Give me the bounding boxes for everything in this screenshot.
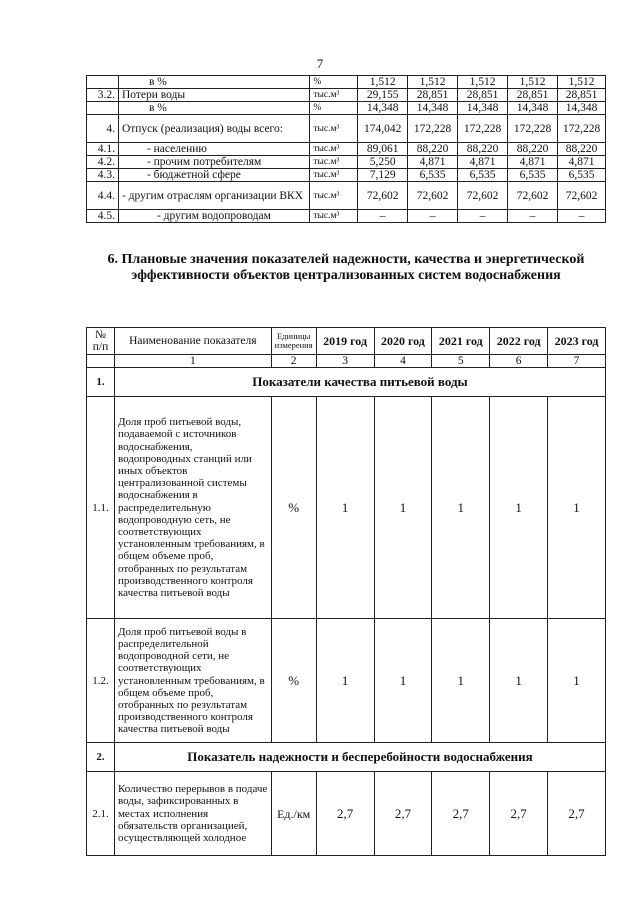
row-name: - другим отраслям организации ВКХ xyxy=(118,182,309,210)
section-num: 2. xyxy=(87,743,115,772)
index-cell: 7 xyxy=(548,355,606,368)
row-num: 4.5. xyxy=(87,210,119,223)
row-value: 6,535 xyxy=(558,169,606,182)
index-cell: 5 xyxy=(432,355,490,368)
row-value: 14,348 xyxy=(558,102,606,115)
row-num: 1.2. xyxy=(87,619,115,743)
row-name: - населению xyxy=(118,143,309,156)
row-value: 1,512 xyxy=(408,76,458,89)
row-name: - прочим потребителям xyxy=(118,156,309,169)
table-row xyxy=(87,89,606,102)
row-num: 4.3. xyxy=(87,169,119,182)
index-cell xyxy=(87,355,115,368)
index-cell: 2 xyxy=(271,355,316,368)
row-unit: тыс.м³ xyxy=(310,169,358,182)
row-value: 72,602 xyxy=(558,182,606,210)
row-value: 1 xyxy=(490,397,548,619)
table-row xyxy=(87,115,606,143)
row-num: 4.2. xyxy=(87,156,119,169)
row-num: 2.1. xyxy=(87,772,115,856)
table-row xyxy=(87,102,606,115)
row-value: 28,851 xyxy=(558,89,606,102)
row-value: 72,602 xyxy=(358,182,408,210)
header-year: 2019 год xyxy=(316,328,374,355)
header-year: 2023 год xyxy=(548,328,606,355)
row-num xyxy=(87,76,119,89)
row-unit: Ед./км xyxy=(271,772,316,856)
row-value: 1 xyxy=(490,619,548,743)
row-value: 2,7 xyxy=(548,772,606,856)
row-name: Отпуск (реализация) воды всего: xyxy=(118,115,309,143)
row-value: 1,512 xyxy=(358,76,408,89)
row-value: 1 xyxy=(374,619,432,743)
table-row xyxy=(87,156,606,169)
table-row xyxy=(87,182,606,210)
row-unit: тыс.м³ xyxy=(310,89,358,102)
header-year: 2022 год xyxy=(490,328,548,355)
row-value: 14,348 xyxy=(458,102,508,115)
row-name: в % xyxy=(118,76,309,89)
index-cell: 4 xyxy=(374,355,432,368)
row-name: в % xyxy=(118,102,309,115)
row-value: 28,851 xyxy=(458,89,508,102)
row-value: 88,220 xyxy=(458,143,508,156)
index-cell: 6 xyxy=(490,355,548,368)
row-value: 14,348 xyxy=(358,102,408,115)
row-value: 1 xyxy=(548,397,606,619)
table-row xyxy=(87,619,606,743)
row-unit: % xyxy=(271,619,316,743)
row-value: 4,871 xyxy=(458,156,508,169)
row-name: - другим водопроводам xyxy=(118,210,309,223)
row-value: 88,220 xyxy=(408,143,458,156)
row-value: 1,512 xyxy=(558,76,606,89)
row-unit: тыс.м³ xyxy=(310,115,358,143)
section-title: Показатели качества питьевой воды xyxy=(114,368,605,397)
header-unit: Единицы измерения xyxy=(271,328,316,355)
column-index-row xyxy=(87,355,606,368)
row-value: 6,535 xyxy=(458,169,508,182)
row-value: 88,220 xyxy=(558,143,606,156)
row-value: 4,871 xyxy=(408,156,458,169)
row-value: 1 xyxy=(432,397,490,619)
row-value: – xyxy=(358,210,408,223)
row-name: Потери воды xyxy=(118,89,309,102)
row-value: 2,7 xyxy=(374,772,432,856)
row-name: Доля проб питьевой воды, подаваемой с источников водоснабжения, водопроводных станций или иных объектов централизованной системы водоснабжения в распределительную водопроводную сеть, не соответствующих установленным требованиям, в общем объеме проб, отобранных по результатам производственного контроля качества питьевой воды xyxy=(114,397,271,619)
page-number: 7 xyxy=(316,56,324,71)
row-unit: тыс.м³ xyxy=(310,182,358,210)
row-value: 72,602 xyxy=(408,182,458,210)
row-num: 4. xyxy=(87,115,119,143)
row-name: Доля проб питьевой воды в распределительной водопроводной сети, не соответствующих установленным требованиям, в общем объеме проб, отобранных по результатам производственного контроля качества питьевой воды xyxy=(114,619,271,743)
row-value: 29,155 xyxy=(358,89,408,102)
row-unit: % xyxy=(310,102,358,115)
row-value: 172,228 xyxy=(458,115,508,143)
section-row xyxy=(87,368,606,397)
row-value: 6,535 xyxy=(408,169,458,182)
row-value: 28,851 xyxy=(408,89,458,102)
table-row xyxy=(87,143,606,156)
row-value: 5,250 xyxy=(358,156,408,169)
row-value: 72,602 xyxy=(508,182,558,210)
row-value: 172,228 xyxy=(408,115,458,143)
row-value: 72,602 xyxy=(458,182,508,210)
row-value: 172,228 xyxy=(558,115,606,143)
row-value: 172,228 xyxy=(508,115,558,143)
row-value: 28,851 xyxy=(508,89,558,102)
section-row xyxy=(87,743,606,772)
header-year: 2020 год xyxy=(374,328,432,355)
row-value: 1 xyxy=(316,619,374,743)
table-row xyxy=(87,210,606,223)
row-value: 14,348 xyxy=(508,102,558,115)
row-value: 89,061 xyxy=(358,143,408,156)
row-value: 1 xyxy=(316,397,374,619)
row-value: 4,871 xyxy=(558,156,606,169)
row-unit: тыс.м³ xyxy=(310,210,358,223)
row-value: 88,220 xyxy=(508,143,558,156)
header-year: 2021 год xyxy=(432,328,490,355)
section-num: 1. xyxy=(87,368,115,397)
row-value: 14,348 xyxy=(408,102,458,115)
header-num: № п/п xyxy=(87,328,115,355)
row-unit: тыс.м³ xyxy=(310,143,358,156)
table-row xyxy=(87,397,606,619)
row-value: – xyxy=(508,210,558,223)
row-unit: тыс.м³ xyxy=(310,156,358,169)
table-header-row xyxy=(87,328,606,355)
row-num: 4.1. xyxy=(87,143,119,156)
row-value: 2,7 xyxy=(490,772,548,856)
row-value: 7,129 xyxy=(358,169,408,182)
row-value: – xyxy=(558,210,606,223)
row-unit: % xyxy=(271,397,316,619)
indicators-table xyxy=(86,327,606,856)
table-row xyxy=(87,772,606,856)
table-row xyxy=(87,76,606,89)
row-unit: % xyxy=(310,76,358,89)
section-title: Показатель надежности и бесперебойности водоснабжения xyxy=(114,743,605,772)
row-value: 1 xyxy=(432,619,490,743)
row-num: 3.2. xyxy=(87,89,119,102)
row-value: 1,512 xyxy=(508,76,558,89)
row-name: Количество перерывов в подаче воды, зафиксированных в местах исполнения обязательств организацией, осуществляющей холодное xyxy=(114,772,271,856)
table-row xyxy=(87,169,606,182)
header-name: Наименование показателя xyxy=(114,328,271,355)
row-value: 6,535 xyxy=(508,169,558,182)
row-value: 2,7 xyxy=(316,772,374,856)
index-cell: 1 xyxy=(114,355,271,368)
section-heading: 6. Плановые значения показателей надежности, качества и энергетической эффективности объектов централизованных систем водоснабжения xyxy=(107,252,585,283)
water-balance-table xyxy=(86,75,606,223)
row-num: 1.1. xyxy=(87,397,115,619)
row-num: 4.4. xyxy=(87,182,119,210)
row-value: 1 xyxy=(548,619,606,743)
row-value: – xyxy=(408,210,458,223)
index-cell: 3 xyxy=(316,355,374,368)
row-name: - бюджетной сфере xyxy=(118,169,309,182)
row-value: 1 xyxy=(374,397,432,619)
row-num xyxy=(87,102,119,115)
row-value: 174,042 xyxy=(358,115,408,143)
row-value: 1,512 xyxy=(458,76,508,89)
row-value: – xyxy=(458,210,508,223)
row-value: 2,7 xyxy=(432,772,490,856)
row-value: 4,871 xyxy=(508,156,558,169)
